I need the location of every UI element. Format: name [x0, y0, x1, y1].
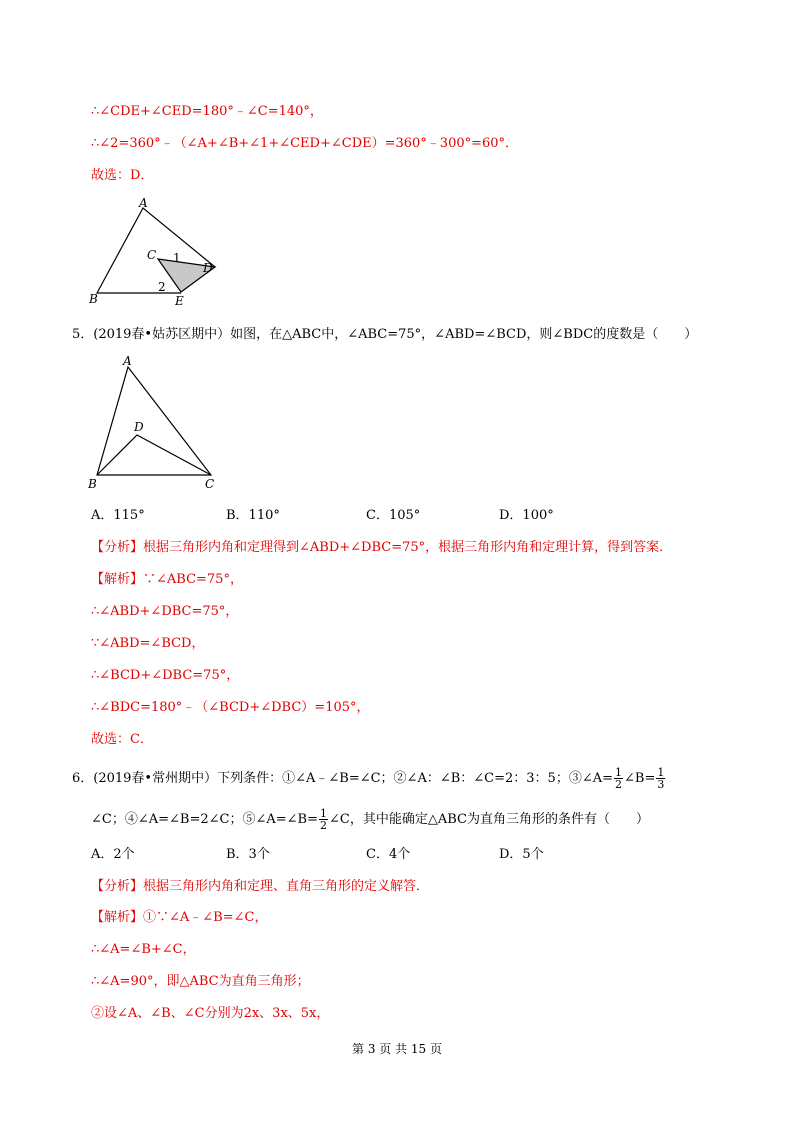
- q5-solution-3: ∵∠ABD=∠BCD，: [91, 636, 205, 651]
- q6-option-d: D．5个: [499, 847, 544, 862]
- label-2: 2: [158, 280, 166, 294]
- q5-option-c: C．105°: [366, 508, 421, 523]
- question-6-stem-line-1: [72, 767, 666, 790]
- label-A: A: [139, 196, 148, 210]
- label-B: B: [89, 292, 98, 306]
- q6-solution-4: ②设∠A、∠B、∠C分别为2x、3x、5x，: [91, 1006, 330, 1021]
- label-1: 1: [173, 251, 181, 265]
- answer-line-1: ∴∠CDE+∠CED=180°﹣∠C=140°，: [91, 104, 323, 119]
- triangle-ABC: [97, 367, 211, 475]
- fraction-one-half-2: $\frac{1}{2}$: [319, 807, 327, 832]
- page-footer: 第 3 页 共 15 页: [352, 1042, 442, 1056]
- q6-solution-3: ∴∠A=90°，即△ABC为直角三角形；: [91, 974, 310, 989]
- figure-1-triangle: [85, 195, 225, 310]
- label-B: B: [88, 477, 97, 490]
- q6-stem-part-4: ∠C，其中能确定△ABC为直角三角形的条件有（ ）: [328, 812, 649, 827]
- answer-line-2: ∴∠2=360°﹣（∠A+∠B+∠1+∠CED+∠CDE）=360°﹣300°=60°．: [91, 136, 519, 151]
- q6-solution-1: 【解析】①∵∠A﹣∠B=∠C，: [91, 910, 268, 925]
- label-D: D: [134, 420, 144, 434]
- figure-2-triangle: [85, 355, 225, 490]
- q6-stem-part-3: ∠C；④∠A=∠B=2∠C；⑤∠A=∠B=: [91, 812, 318, 827]
- q6-analysis: 【分析】根据三角形内角和定理、直角三角形的定义解答．: [91, 879, 430, 894]
- fraction-one-half: $\frac{1}{2}$: [615, 766, 622, 791]
- label-E: E: [175, 294, 184, 308]
- q6-stem-part-1: 6．(2019春•常州期中）下列条件：①∠A﹣∠B=∠C；②∠A：∠B：∠C=2：3：5；③∠A=: [72, 771, 613, 786]
- q6-option-b: B．3个: [226, 847, 270, 862]
- label-C: C: [205, 477, 215, 490]
- q6-stem-part-2: ∠B=: [624, 771, 656, 786]
- label-A: A: [123, 355, 132, 368]
- q5-solution-2: ∴∠ABD+∠DBC=75°，: [91, 604, 239, 619]
- segments-BD-DC: [97, 435, 211, 475]
- q5-option-d: D．100°: [499, 508, 554, 523]
- q5-solution-1: 【解析】∵∠ABC=75°，: [91, 572, 243, 587]
- label-C: C: [147, 248, 157, 262]
- fraction-one-third: $\frac{1}{3}$: [657, 766, 665, 791]
- label-D: D: [203, 261, 213, 275]
- question-6-stem-line-2: [91, 808, 649, 831]
- q5-solution-4: ∴∠BCD+∠DBC=75°，: [91, 668, 240, 683]
- q6-solution-2: ∴∠A=∠B+∠C，: [91, 942, 196, 957]
- q5-option-a: A．115°: [91, 508, 145, 523]
- answer-line-3: 故选：D．: [91, 168, 154, 183]
- q6-option-c: C．4个: [366, 847, 411, 862]
- question-5-stem: 5．(2019春•姑苏区期中）如图，在△ABC中，∠ABC=75°，∠ABD=∠BCD，则∠BDC的度数是（ ）: [72, 327, 698, 342]
- q5-solution-5: ∴∠BDC=180°﹣（∠BCD+∠DBC）=105°，: [91, 700, 370, 715]
- q5-option-b: B．110°: [226, 508, 280, 523]
- q5-analysis: 【分析】根据三角形内角和定理得到∠ABD+∠DBC=75°，根据三角形内角和定理计算，得到答案．: [91, 540, 673, 555]
- q6-option-a: A．2个: [91, 847, 135, 862]
- q5-solution-6: 故选：C．: [91, 732, 153, 747]
